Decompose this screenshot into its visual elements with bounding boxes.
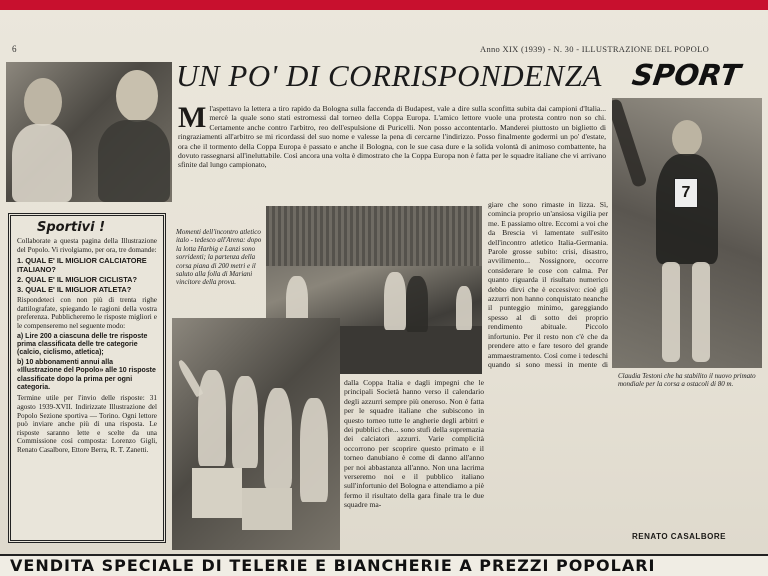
sportivi-box xyxy=(8,213,166,543)
section-logo-sport: SPORT xyxy=(630,58,743,92)
byline-rule xyxy=(488,530,618,531)
photo-claudia-testoni: 7 xyxy=(612,98,762,368)
article-column-1 xyxy=(178,104,606,200)
top-color-bar xyxy=(0,0,768,10)
question-1: 1. QUAL E' IL MIGLIOR CALCIATORE ITALIANO? xyxy=(17,256,147,275)
running-head: Anno XIX (1939) - N. 30 - ILLUSTRAZIONE DEL POPOLO xyxy=(480,44,710,54)
sportivi-title: Sportivi ! xyxy=(37,220,106,235)
byline: RENATO CASALBORE xyxy=(632,532,726,541)
article-title: UN PO' DI CORRISPONDENZA xyxy=(176,58,602,93)
article-column-2 xyxy=(344,378,484,544)
drop-cap: M xyxy=(178,104,207,134)
article-column-3b xyxy=(488,372,612,530)
article-text-1: l'aspettavo la lettera a tiro rapido da Bologna sulla faccenda di Budapest, vale a dire sulla sconfitta subita dai campioni d'Italia... mercè la quale sono stati estromessi dal torneo della Coppa Europa. L'amico lettore vuole una protesta contro non so chi. Certamente anche contro l'arbitro, reo dell'espulsione di Puricelli. Non posso accontentarlo. Manderei piuttosto un biglietto di ringraziamenti all'arbitro se mi ricordassi del suo nome e valesse la pena di cercarne l'indirizzo. Posso finalmente godermi un po' d'estate, ora che il tormento della Coppa Europa è passato e anche il Bologna, con le sue casa dure e la solida volontà di animoso combattente, ha dovuto rassegnarsi all'ineluttabile. Così ancora una volta è dimostrato che la Coppa Europa non è fatta per le squadre italiane che vi arrivano sfinite dal lungo campionato, xyxy=(178,104,606,170)
prize-b: b) 10 abbonamenti annui alla «Illustrazione del Popolo» alle 10 risposte classificate dopo la prima per ogni categoria. xyxy=(17,358,156,391)
bottom-advertisement-banner: VENDITA SPECIALE DI TELERIE E BIANCHERIE A PREZZI POPOLARI xyxy=(0,554,768,576)
photo-podium-salute xyxy=(172,318,340,550)
sportivi-rules: Rispondeteci con non più di trenta righe dattilografate, spiegando le ragioni della vostra preferenza. Pubblicheremo le risposte migliori e le compenseremo nel seguente modo: xyxy=(17,296,157,330)
question-3: 3. QUAL E' IL MIGLIOR ATLETA? xyxy=(17,285,132,295)
photo-athletes-portrait xyxy=(6,62,172,202)
article-text-3: giare che sono rimaste in lizza. Sì, comincia proprio un'ansiosa vigilia per me. E passiamo oltre. Eccomi a voi che da Brescia vi lamentate sull'esito dell'incontro atletico Italia-Germania. Parole grosse subito: crisi, disastro, avvilimento... Nossignore, occorre considerare le cose con calma. Per quanto riguarda il risultato numerico debbo dirvi che è eccessivo: cioè gli azzurri non hanno conquistato neanche il punteggio minimo, gareggiando spesso al di sotto dei proprio rendimento abituale. Piccolo infortunio. Per il resto non c'è che da prendere atto e fare tesoro del grande ammaestramento. Così come i tedeschi quando si sono messi in mente di xyxy=(488,200,608,369)
sportivi-footer: Termine utile per l'invio delle risposte: 31 agosto 1939-XVII. Indirizzate Illustrazione del Popolo Sezione sportiva — Torino. Ogni lettore può inviare anche più di una risposta. Le risposte saranno lette e scelte da una Commissione così composta: Lorenzo Gigli, Renato Casalbore, Ettore Berra, R. T. Zanetti. xyxy=(17,394,157,454)
question-2: 2. QUAL E' IL MIGLIOR CICLISTA? xyxy=(17,275,138,285)
prize-a: a) Lire 200 a ciascuna delle tre risposte prima classificata delle tre categorie (calcio, ciclismo, atletica); xyxy=(17,332,148,357)
sportivi-intro: Collaborate a questa pagina della Illustrazione del Popolo. Vi rivolgiamo, per ora, tre domande: xyxy=(17,237,157,254)
article-column-3 xyxy=(488,200,608,370)
caption-stadium: Momenti dell'incontro atletico italo - tedesco all'Arena: dopo la lotta Harbig e Lanzi sono sorridenti; la partenza della corsa piana di 200 metri e il saluto alla folla di Mariani vincitore della prova. xyxy=(176,228,262,287)
article-text-2: dalla Coppa Italia e dagli impegni che le principali Società hanno verso il calendario degli azzurri sempre più oneroso. Non è fatta per le squadre italiane che subiscono in questo torneo tutte le angherie degli arbitri e dei pubblici che... sono stufi della supremazia dei calciatori azzurri. Varie complicità occorrono per scoprire questo primato e il torneo danubiano è come di danno all'anno per noi abbastanza all'anno. Non una lacrima verseremo noi e il pubblico italiano sull'infortunio del Bologna e attendiamo a piè fermo il risultato della gara finale tra le due squadre ma- xyxy=(344,378,484,510)
caption-testoni: Claudia Testoni che ha stabilito il nuovo primato mondiale per la corsa a ostacoli di 80 m. xyxy=(618,372,756,389)
page-number: 6 xyxy=(12,44,17,54)
